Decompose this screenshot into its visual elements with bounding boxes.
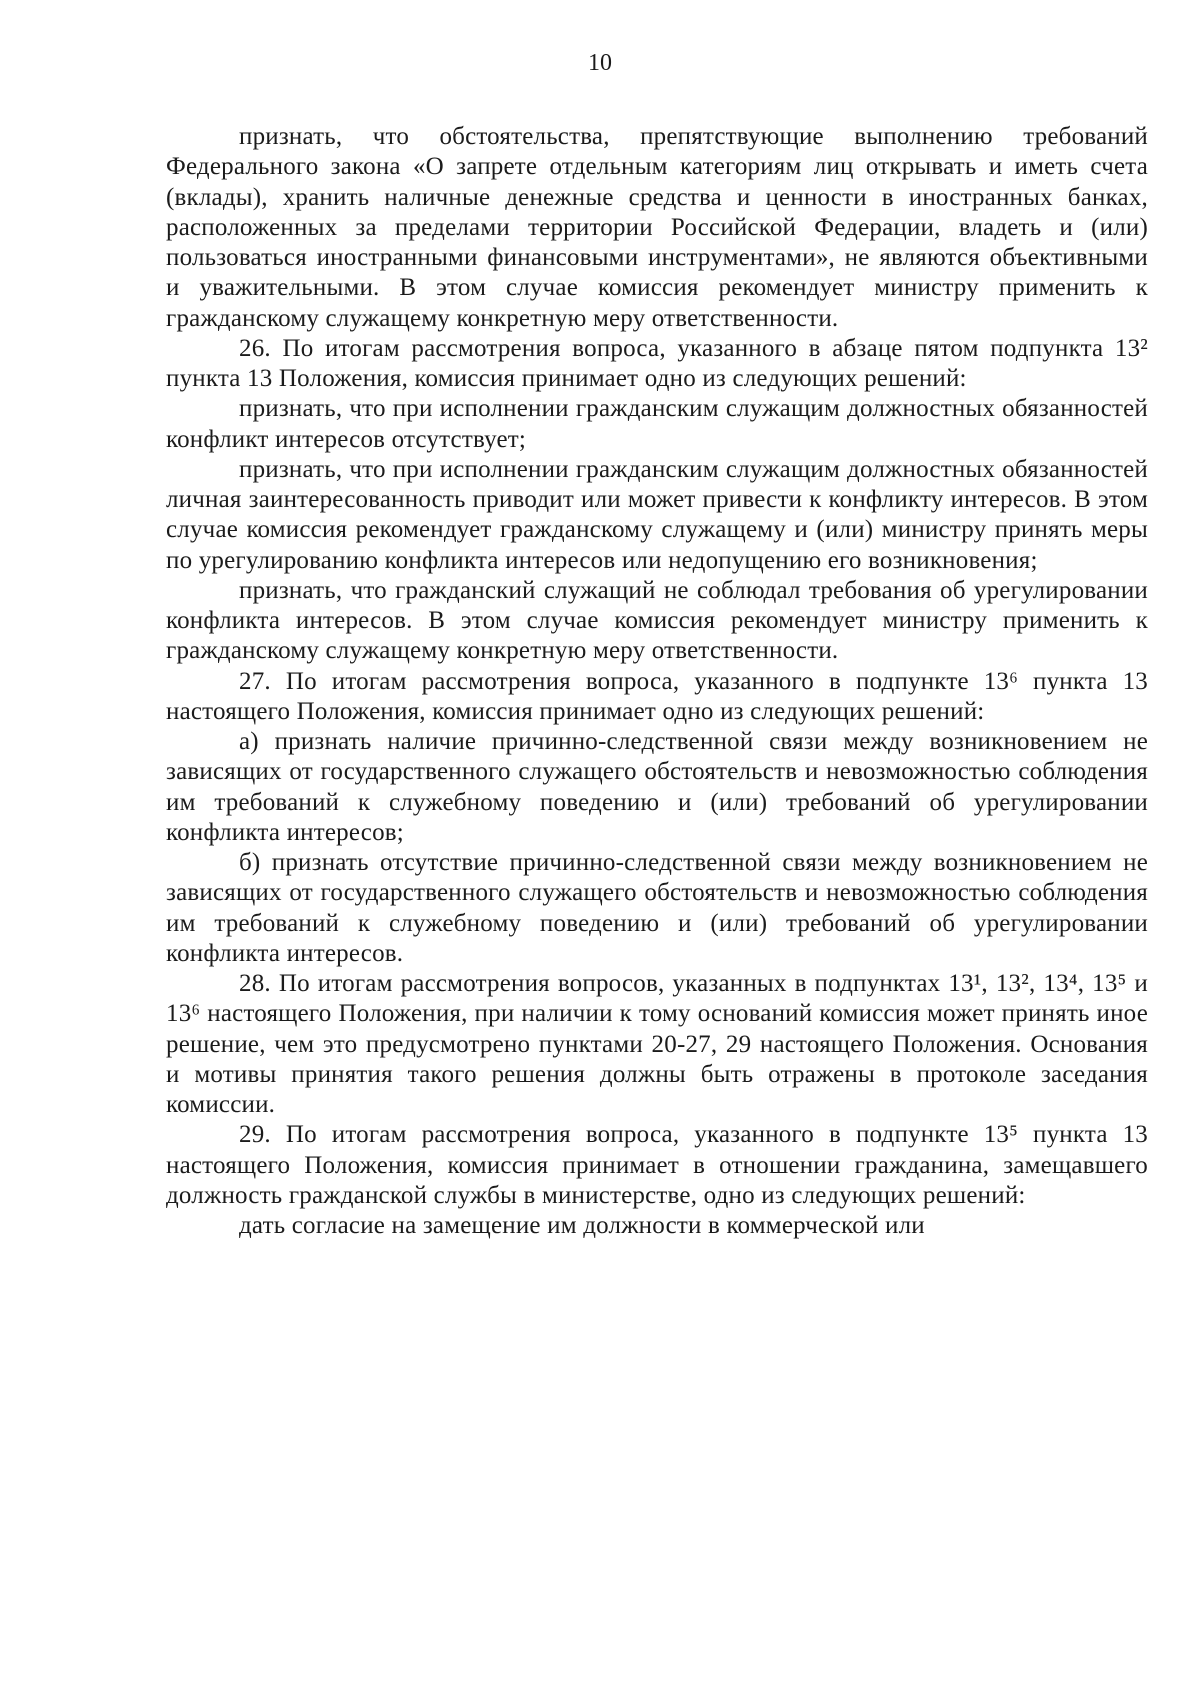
paragraph: б) признать отсутствие причинно-следственной связи между возникновением не зависящих от государственного служащего обстоятельств и невозможностью соблюдения им требований к служебному поведению и (или) требований об урегулировании конфликта интересов. (166, 849, 1148, 967)
paragraph: 28. По итогам рассмотрения вопросов, указанных в подпунктах 13¹, 13², 13⁴, 13⁵ и 13⁶ настоящего Положения, при наличии к тому оснований комиссия может принять иное решение, чем это предусмотрено пунктами 20-27, 29 настоящего Положения. Основания и мотивы принятия такого решения должны быть отражены в протоколе заседания комиссии. (166, 970, 1148, 1118)
paragraph: а) признать наличие причинно-следственной связи между возникновением не зависящих от государственного служащего обстоятельств и невозможностью соблюдения им требований к служебному поведению и (или) требований об урегулировании конфликта интересов; (166, 728, 1148, 846)
paragraph: дать согласие на замещение им должности в коммерческой или (239, 1212, 925, 1239)
page-number: 10 (588, 50, 612, 76)
paragraph: 29. По итогам рассмотрения вопроса, указанного в подпункте 13⁵ пункта 13 настоящего Положения, комиссия принимает в отношении гражданина, замещавшего должность гражданской службы в министерстве, одно из следующих решений: (166, 1121, 1148, 1209)
paragraph: 26. По итогам рассмотрения вопроса, указанного в абзаце пятом подпункта 13² пункта 13 Положения, комиссия принимает одно из следующих решений: (166, 334, 1148, 392)
paragraph: признать, что при исполнении гражданским служащим должностных обязанностей личная заинтересованность приводит или может привести к конфликту интересов. В этом случае комиссия рекомендует гражданскому служащему и (или) министру принять меры по урегулированию конфликта интересов или недопущению его возникновения; (166, 455, 1148, 574)
paragraph: признать, что обстоятельства, препятствующие выполнению требований Федерального закона «О запрете отдельным категориям лиц открывать и иметь счета (вклады), хранить наличные денежные средства и ценности в иностранных банках, расположенных за пределами территории Российской Федерации, владеть и (или) пользоваться иностранными финансовыми инструментами», не являются объективными и уважительными. В этом случае комиссия рекомендует министру применить к гражданскому служащему конкретную меру ответственности. (166, 123, 1148, 332)
paragraph: признать, что при исполнении гражданским служащим должностных обязанностей конфликт интересов отсутствует; (166, 395, 1148, 453)
paragraph: 27. По итогам рассмотрения вопроса, указанного в подпункте 13⁶ пункта 13 настоящего Положения, комиссия принимает одно из следующих решений: (166, 667, 1148, 725)
paragraph: признать, что гражданский служащий не соблюдал требования об урегулировании конфликта интересов. В этом случае комиссия рекомендует министру применить к гражданскому служащему конкретную меру ответственности. (166, 576, 1148, 665)
document-body (166, 122, 1148, 1241)
